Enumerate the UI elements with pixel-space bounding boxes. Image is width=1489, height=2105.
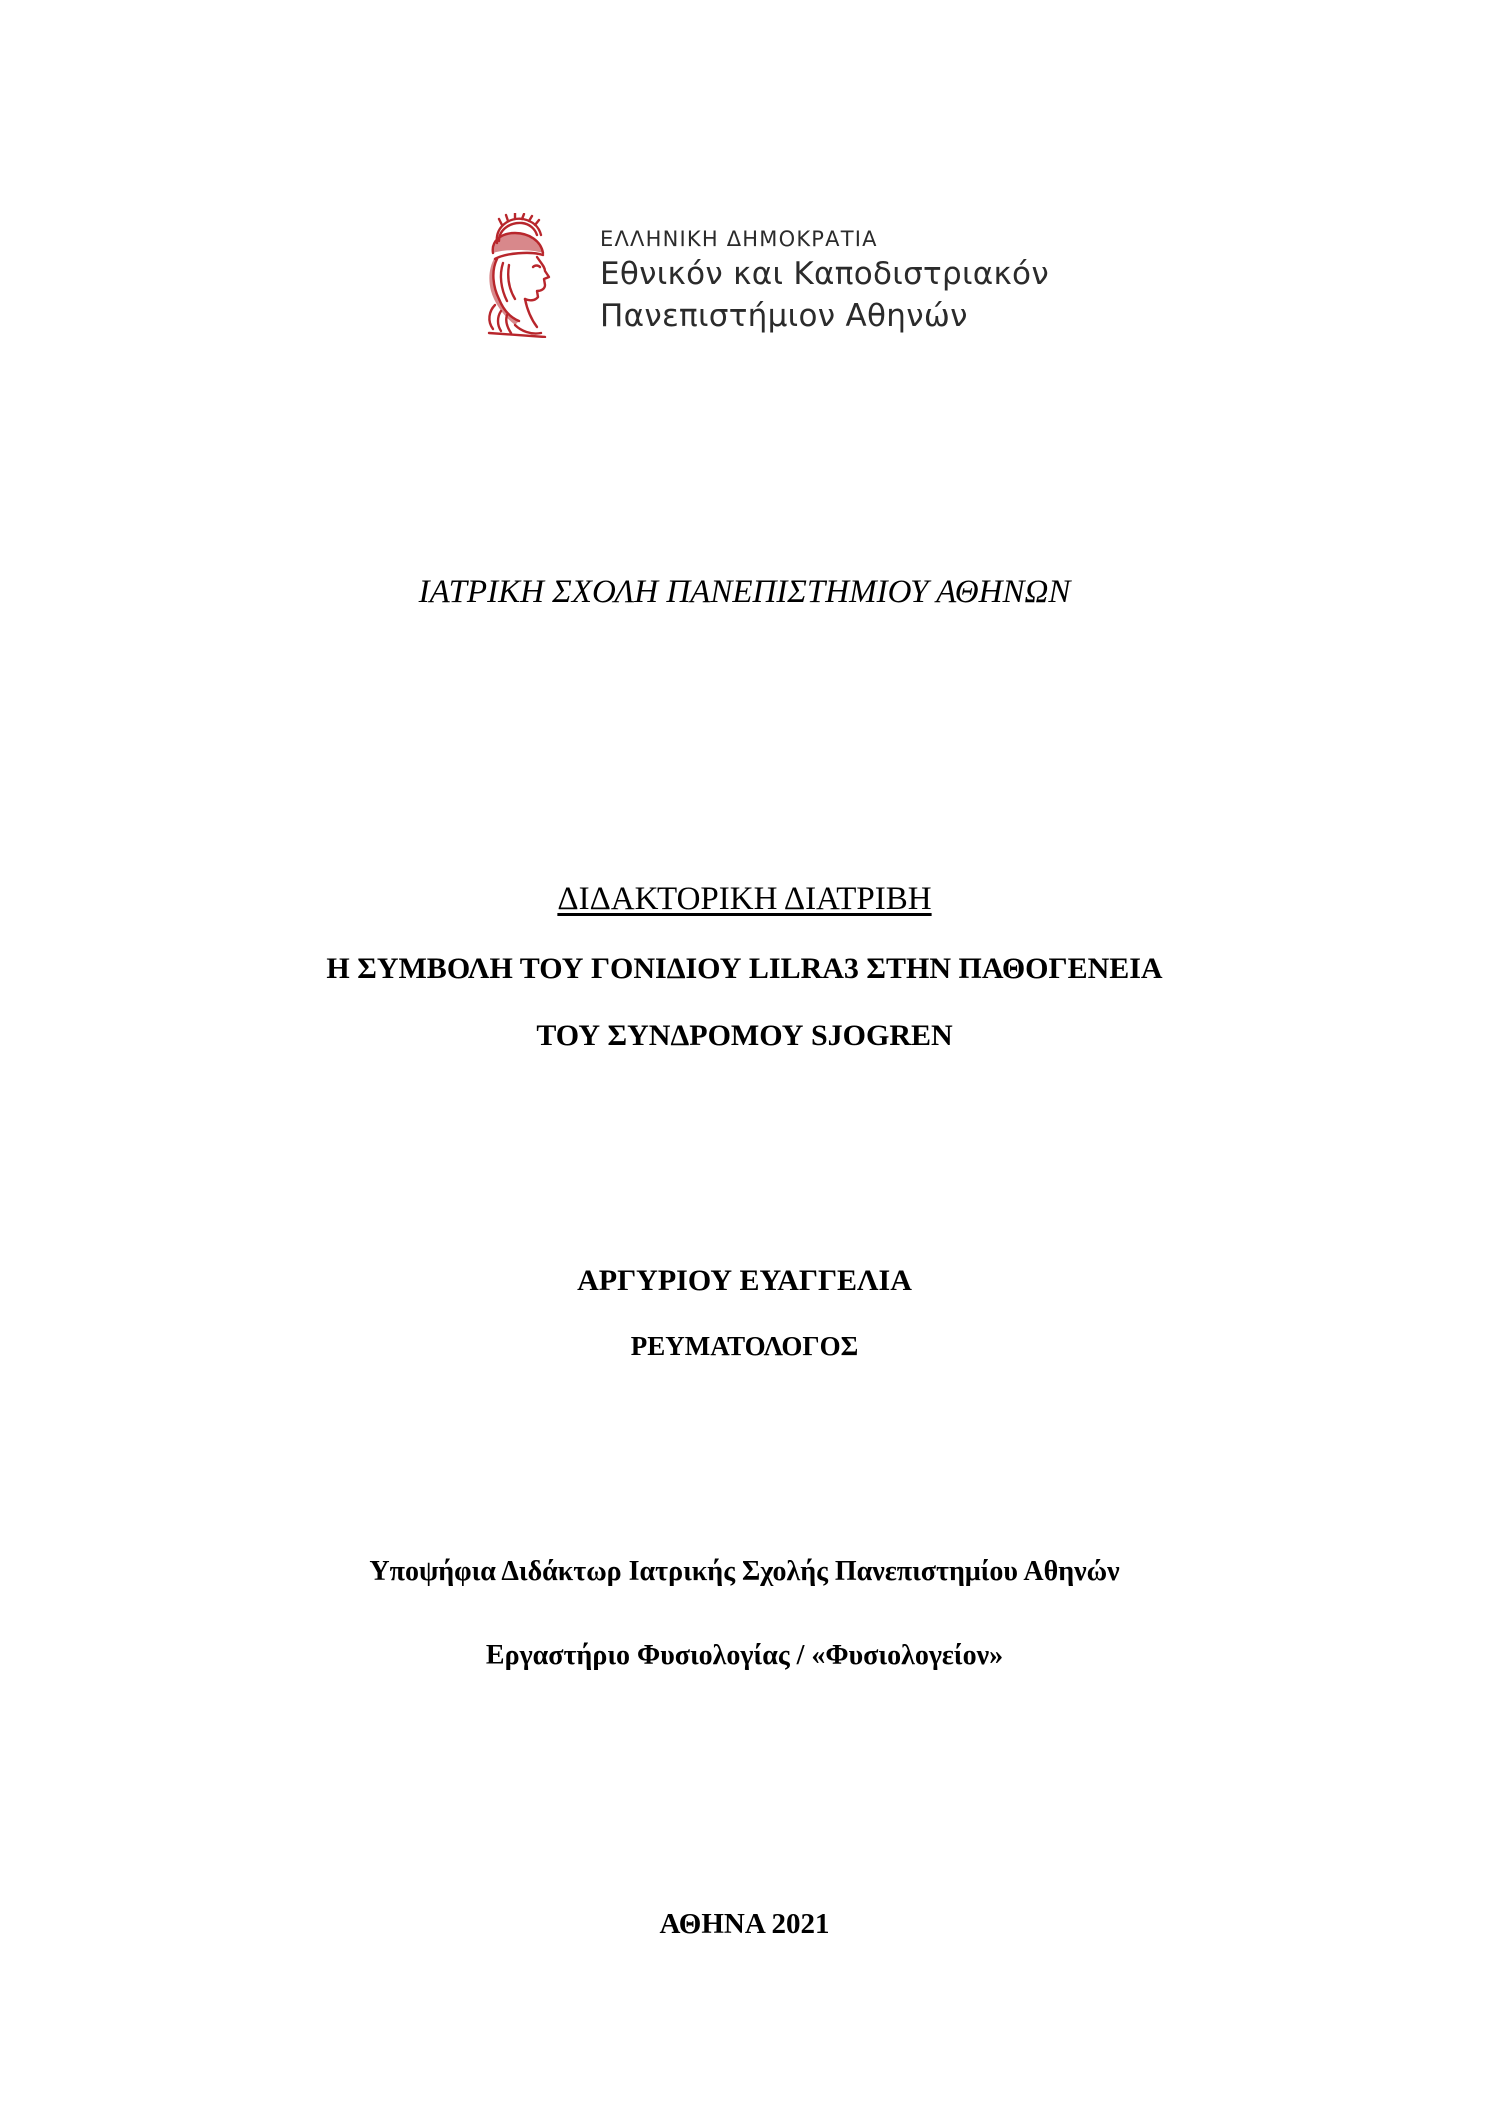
author-specialty: ΡΕΥΜΑΤΟΛΟΓΟΣ — [630, 1331, 859, 1361]
republic-label: ΕΛΛΗΝΙΚΗ ΔΗΜΟΚΡΑΤΙΑ — [600, 227, 878, 251]
university-name — [600, 225, 1049, 337]
city-year: ΑΘΗΝΑ 2021 — [659, 1908, 830, 1940]
thesis-title-line2: ΤΟΥ ΣΥΝΔΡΟΜΟΥ SJOGREN — [536, 1019, 953, 1052]
thesis-title-line1: Η ΣΥΜΒΟΛΗ ΤΟΥ ΓΟΝΙΔΙΟΥ LILRA3 ΣΤΗΝ ΠΑΘΟΓΕΝΕΙΑ — [326, 952, 1163, 985]
university-logo — [475, 213, 1075, 343]
author-name: ΑΡΓΥΡΙΟΥ ΕΥΑΓΓΕΛΙΑ — [577, 1264, 912, 1297]
university-name-line2: Πανεπιστήμιον Αθηνών — [600, 298, 968, 334]
school-heading: ΙΑΤΡΙΚΗ ΣΧΟΛΗ ΠΑΝΕΠΙΣΤΗΜΙΟΥ ΑΘΗΝΩΝ — [418, 574, 1071, 610]
document-type-heading: ΔΙΔΑΚΤΟΡΙΚΗ ΔΙΑΤΡΙΒΗ — [557, 881, 932, 917]
university-name-line1: Εθνικόν και Καποδιστριακόν — [600, 256, 1049, 292]
laboratory-line: Εργαστήριο Φυσιολογίας / «Φυσιολογείον» — [485, 1640, 1004, 1671]
athena-head-emblem-icon — [475, 213, 555, 338]
candidate-line: Υποψήφια Διδάκτωρ Ιατρικής Σχολής Πανεπιστημίου Αθηνών — [369, 1556, 1120, 1587]
